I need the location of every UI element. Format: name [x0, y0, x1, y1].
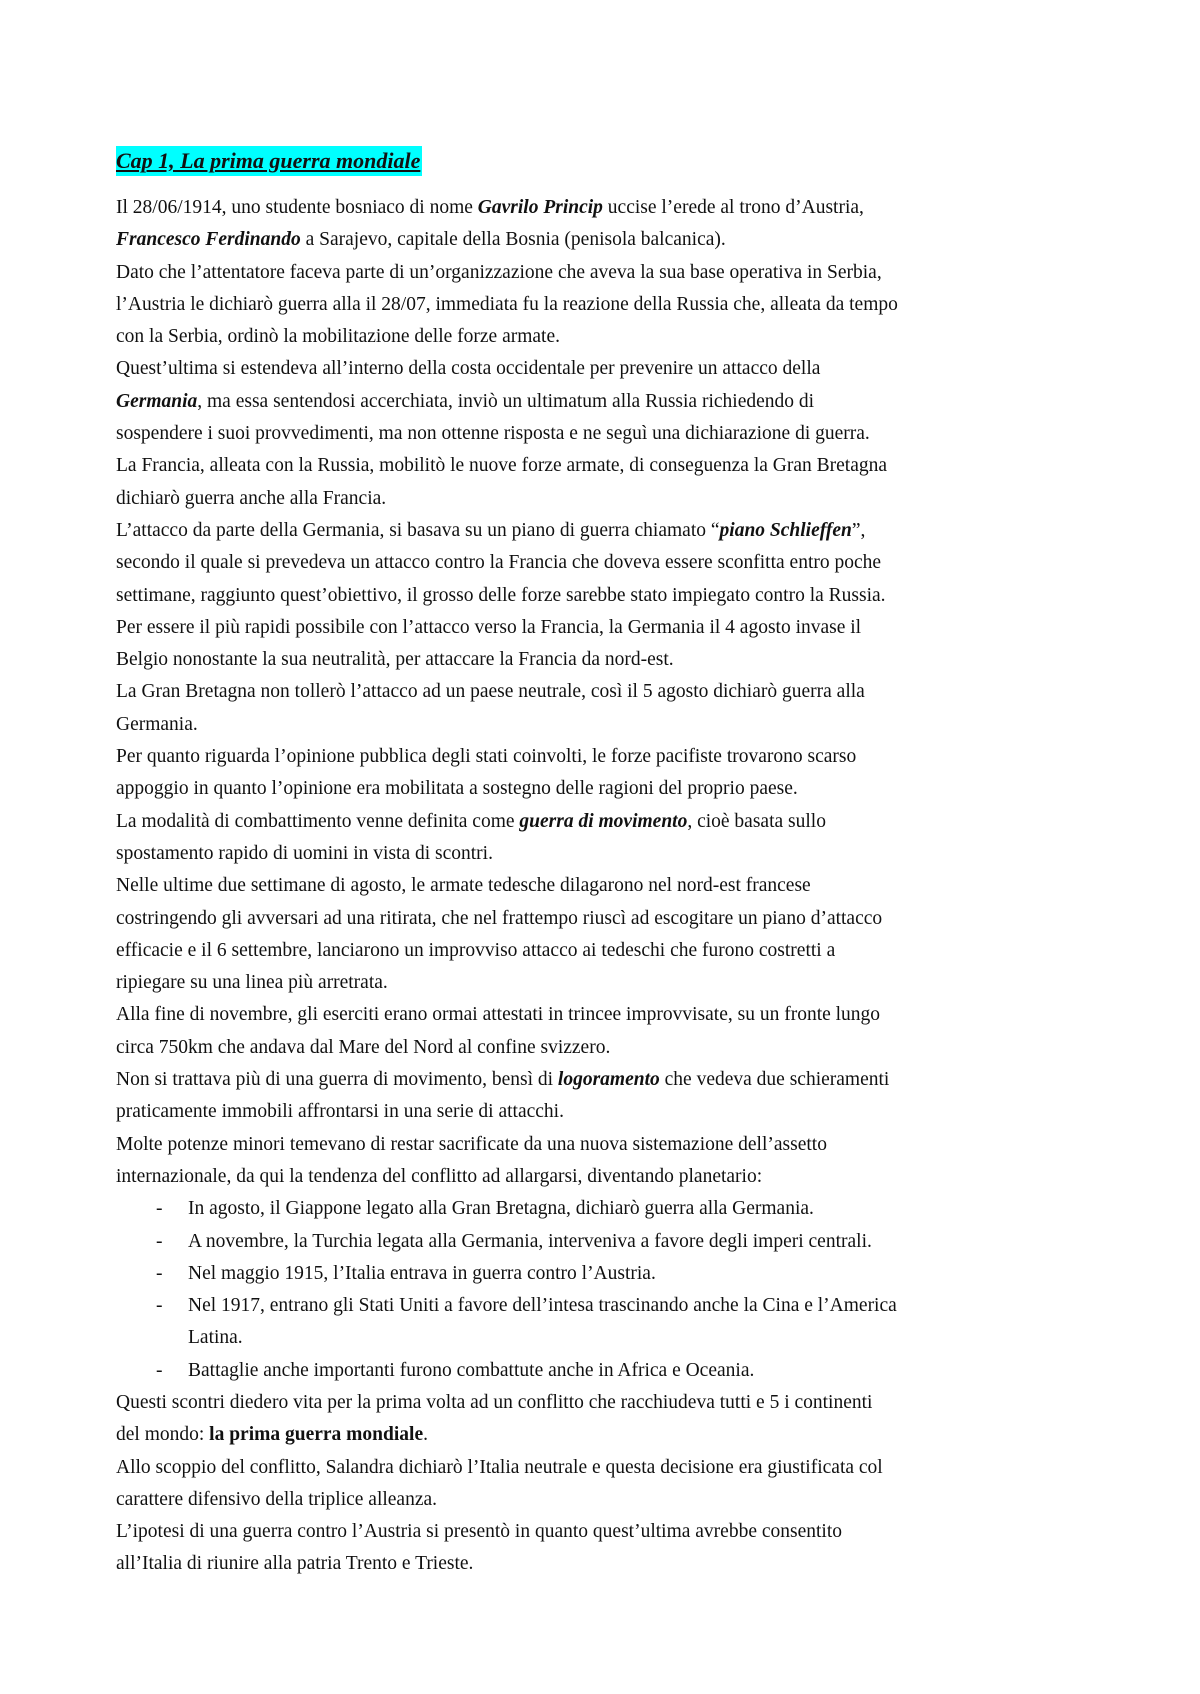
text-line — [116, 773, 1106, 805]
text-segment: dichiarò guerra anche alla Francia. — [116, 487, 387, 509]
text-line — [116, 580, 1106, 612]
text-line — [116, 1387, 1106, 1419]
bullet-item — [116, 1355, 1106, 1387]
text-segment: Belgio nonostante la sua neutralità, per attaccare la Francia da nord-est. — [116, 649, 674, 671]
text-segment: Nelle ultime due settimane di agosto, le armate tedesche dilagarono nel nord-est francese — [116, 875, 811, 897]
text-segment: secondo il quale si prevedeva un attacco contro la Francia che doveva essere sconfitta entro poche — [116, 552, 882, 574]
bullet-list — [116, 1193, 1106, 1387]
emphasis: logoramento — [557, 1069, 660, 1091]
emphasis: Francesco Ferdinando — [116, 229, 301, 251]
text-line — [116, 1129, 1106, 1161]
text-segment: ripiegare su una linea più arretrata. — [116, 972, 388, 994]
text-line — [116, 450, 1106, 482]
text-line — [116, 935, 1106, 967]
text-segment: costringendo gli avversari ad una ritirata, che nel frattempo riuscì ad escogitare un piano d’attacco — [116, 907, 883, 929]
text-line — [116, 483, 1106, 515]
text-segment: Quest’ultima si estendeva all’interno della costa occidentale per prevenire un attacco della — [116, 358, 821, 380]
emphasis: guerra di movimento — [519, 810, 688, 832]
text-line — [116, 806, 1106, 838]
bullet-text: In agosto, il Giappone legato alla Gran Bretagna, dichiarò guerra alla Germania. — [188, 1198, 814, 1220]
text-segment: internazionale, da qui la tendenza del conflitto ad allargarsi, diventando planetario: — [116, 1165, 763, 1187]
text-line — [116, 224, 1106, 256]
bullet-item — [116, 1322, 1106, 1354]
bullet-text: Nel 1917, entrano gli Stati Uniti a favore dell’intesa trascinando anche la Cina e l’America — [188, 1295, 897, 1317]
emphasis: Gavrilo Princip — [477, 197, 603, 218]
text-line — [116, 353, 1106, 385]
bullet-marker: - — [156, 1359, 163, 1381]
text-line — [116, 321, 1106, 353]
text-segment: , cioè basata sullo — [687, 810, 826, 832]
bullet-marker: - — [156, 1230, 163, 1252]
text-segment: Non si trattava più di una guerra di movimento, bensì di — [116, 1069, 558, 1091]
body-text-block-b — [116, 1387, 1106, 1581]
text-line — [116, 870, 1106, 902]
text-segment: Molte potenze minori temevano di restar sacrificate da una nuova sistemazione dell’assetto — [116, 1133, 827, 1155]
text-segment: La Gran Bretagna non tollerò l’attacco ad un paese neutrale, così il 5 agosto dichiarò guerra alla — [116, 681, 865, 703]
text-line — [116, 1419, 1106, 1451]
text-segment: settimane, raggiunto quest’obiettivo, il grosso delle forze sarebbe stato impiegato contro la Russia. — [116, 584, 886, 606]
text-segment: L’ipotesi di una guerra contro l’Austria si presentò in quanto quest’ultima avrebbe consentito — [116, 1521, 843, 1543]
body-text-block-a — [116, 192, 1106, 1193]
text-segment: del mondo: — [116, 1424, 210, 1446]
text-segment: . — [423, 1424, 428, 1446]
bullet-marker: - — [156, 1295, 163, 1317]
text-line — [116, 1548, 1106, 1580]
text-segment: con la Serbia, ordinò la mobilitazione delle forze armate. — [116, 326, 560, 348]
bullet-text: Nel maggio 1915, l’Italia entrava in guerra contro l’Austria. — [188, 1262, 656, 1284]
text-segment: La Francia, alleata con la Russia, mobilitò le nuove forze armate, di conseguenza la Gran Bretagna — [116, 455, 888, 477]
text-line — [116, 1096, 1106, 1128]
text-segment: Dato che l’attentatore faceva parte di un’organizzazione che aveva la sua base operativa in Serbia, — [116, 261, 882, 283]
bullet-item — [116, 1290, 1106, 1322]
text-line — [116, 967, 1106, 999]
text-segment: spostamento rapido di uomini in vista di scontri. — [116, 842, 493, 864]
emphasis: la prima guerra mondiale — [209, 1424, 424, 1446]
emphasis: piano Schlieffen — [719, 519, 852, 541]
document-page — [116, 146, 1106, 1581]
text-segment: appoggio in quanto l’opinione era mobilitata a sostegno delle ragioni del proprio paese. — [116, 778, 798, 800]
text-segment: Questi scontri diedero vita per la prima volta ad un conflitto che racchiudeva tutti e 5 i continenti — [116, 1391, 873, 1413]
text-line — [116, 1452, 1106, 1484]
bullet-text: Battaglie anche importanti furono combattute anche in Africa e Oceania. — [188, 1359, 755, 1381]
text-segment: La modalità di combattimento venne definita come — [116, 810, 520, 832]
text-line — [116, 676, 1106, 708]
text-line — [116, 741, 1106, 773]
text-line — [116, 1161, 1106, 1193]
text-line — [116, 418, 1106, 450]
text-line — [116, 709, 1106, 741]
text-segment: uccise l’erede al trono d’Austria, — [602, 197, 864, 218]
text-segment: Per quanto riguarda l’opinione pubblica degli stati coinvolti, le forze pacifiste trovarono scarso — [116, 746, 857, 768]
text-segment: efficacie e il 6 settembre, lanciarono un improvviso attacco ai tedeschi che furono costretti a — [116, 939, 836, 961]
text-line — [116, 612, 1106, 644]
bullet-marker: - — [156, 1198, 163, 1220]
text-line — [116, 838, 1106, 870]
text-line — [116, 1516, 1106, 1548]
text-line — [116, 999, 1106, 1031]
text-line — [116, 386, 1106, 418]
text-line — [116, 903, 1106, 935]
chapter-title: Cap 1, La prima guerra mondiale — [116, 146, 422, 176]
text-line — [116, 1064, 1106, 1096]
text-segment: ”, — [851, 519, 866, 541]
bullet-marker: - — [156, 1262, 163, 1284]
text-segment: carattere difensivo della triplice alleanza. — [116, 1488, 438, 1510]
text-line — [116, 192, 1106, 224]
text-segment: Allo scoppio del conflitto, Salandra dichiarò l’Italia neutrale e questa decisione era giustificata col — [116, 1456, 883, 1478]
text-segment: Il 28/06/1914, uno studente bosniaco di nome — [116, 197, 478, 218]
text-line — [116, 644, 1106, 676]
text-line — [116, 515, 1106, 547]
bullet-text: A novembre, la Turchia legata alla Germania, interveniva a favore degli imperi centrali. — [188, 1230, 872, 1252]
bullet-item — [116, 1258, 1106, 1290]
text-line — [116, 289, 1106, 321]
bullet-item — [116, 1193, 1106, 1225]
text-segment: , ma essa sentendosi accerchiata, inviò un ultimatum alla Russia richiedendo di — [197, 390, 815, 412]
bullet-item — [116, 1226, 1106, 1258]
text-segment: l’Austria le dichiarò guerra alla il 28/07, immediata fu la reazione della Russia che, alleata da tempo — [116, 293, 898, 315]
text-segment: che vedeva due schieramenti — [659, 1069, 890, 1091]
text-segment: Per essere il più rapidi possibile con l’attacco verso la Francia, la Germania il 4 agosto invase il — [116, 616, 862, 638]
bullet-text: Latina. — [188, 1327, 243, 1349]
text-line — [116, 547, 1106, 579]
text-line — [116, 1032, 1106, 1064]
text-segment: praticamente immobili affrontarsi in una serie di attacchi. — [116, 1101, 564, 1123]
text-line — [116, 1484, 1106, 1516]
text-segment: L’attacco da parte della Germania, si basava su un piano di guerra chiamato “ — [116, 519, 720, 541]
text-line — [116, 257, 1106, 289]
emphasis: Germania — [116, 390, 198, 412]
text-segment: sospendere i suoi provvedimenti, ma non ottenne risposta e ne seguì una dichiarazione di guerra. — [116, 423, 870, 445]
text-segment: a Sarajevo, capitale della Bosnia (penisola balcanica). — [300, 229, 726, 251]
text-segment: Germania. — [116, 713, 198, 735]
text-segment: circa 750km che andava dal Mare del Nord al confine svizzero. — [116, 1036, 611, 1058]
text-segment: all’Italia di riunire alla patria Trento e Trieste. — [116, 1553, 474, 1575]
text-segment: Alla fine di novembre, gli eserciti erano ormai attestati in trincee improvvisate, su un fronte lungo — [116, 1004, 881, 1026]
